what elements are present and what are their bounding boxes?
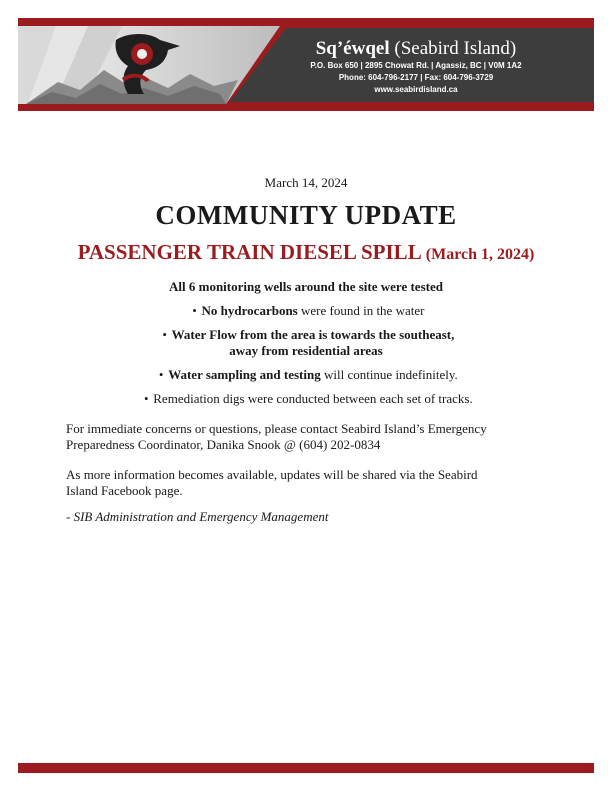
document-body xyxy=(64,175,548,525)
update-bullet-list xyxy=(64,303,548,407)
document-date: March 14, 2024 xyxy=(264,175,348,190)
footer-bar xyxy=(18,763,594,773)
list-item: • Water Flow from the area is towards the southeast, away from residential areas xyxy=(162,327,455,358)
list-item: • Remediation digs were conducted between each set of tracks. xyxy=(143,391,473,406)
list-item: • No hydrocarbons were found in the water xyxy=(192,303,425,318)
organization-name: Sq’éwqel (Seabird Island) xyxy=(315,38,517,59)
document-title: COMMUNITY UPDATE xyxy=(155,200,457,230)
contact-paragraph: For immediate concerns or questions, please contact Seabird Island’s Emergency Preparedness Coordinator, Danika Snook @ (604) 202-0834 xyxy=(66,421,487,452)
phone-fax: Phone: 604-796-2177 | Fax: 604-796-3729 xyxy=(338,73,494,82)
lead-statement: All 6 monitoring wells around the site were tested xyxy=(169,279,443,294)
updates-paragraph: As more information becomes available, updates will be shared via the Seabird Island Facebook page. xyxy=(66,467,478,498)
organization-info xyxy=(296,38,536,96)
mailing-address: P.O. Box 650 | 2895 Chowat Rd. | Agassiz, BC | V0M 1A2 xyxy=(310,61,522,70)
letterhead-banner xyxy=(18,18,594,111)
list-item: • Water sampling and testing will continue indefinitely. xyxy=(158,367,458,382)
document-subtitle: PASSENGER TRAIN DIESEL SPILL (March 1, 2024) xyxy=(77,240,535,264)
website-link[interactable]: www.seabirdisland.ca xyxy=(374,85,458,94)
signature-line: - SIB Administration and Emergency Management xyxy=(66,509,329,524)
